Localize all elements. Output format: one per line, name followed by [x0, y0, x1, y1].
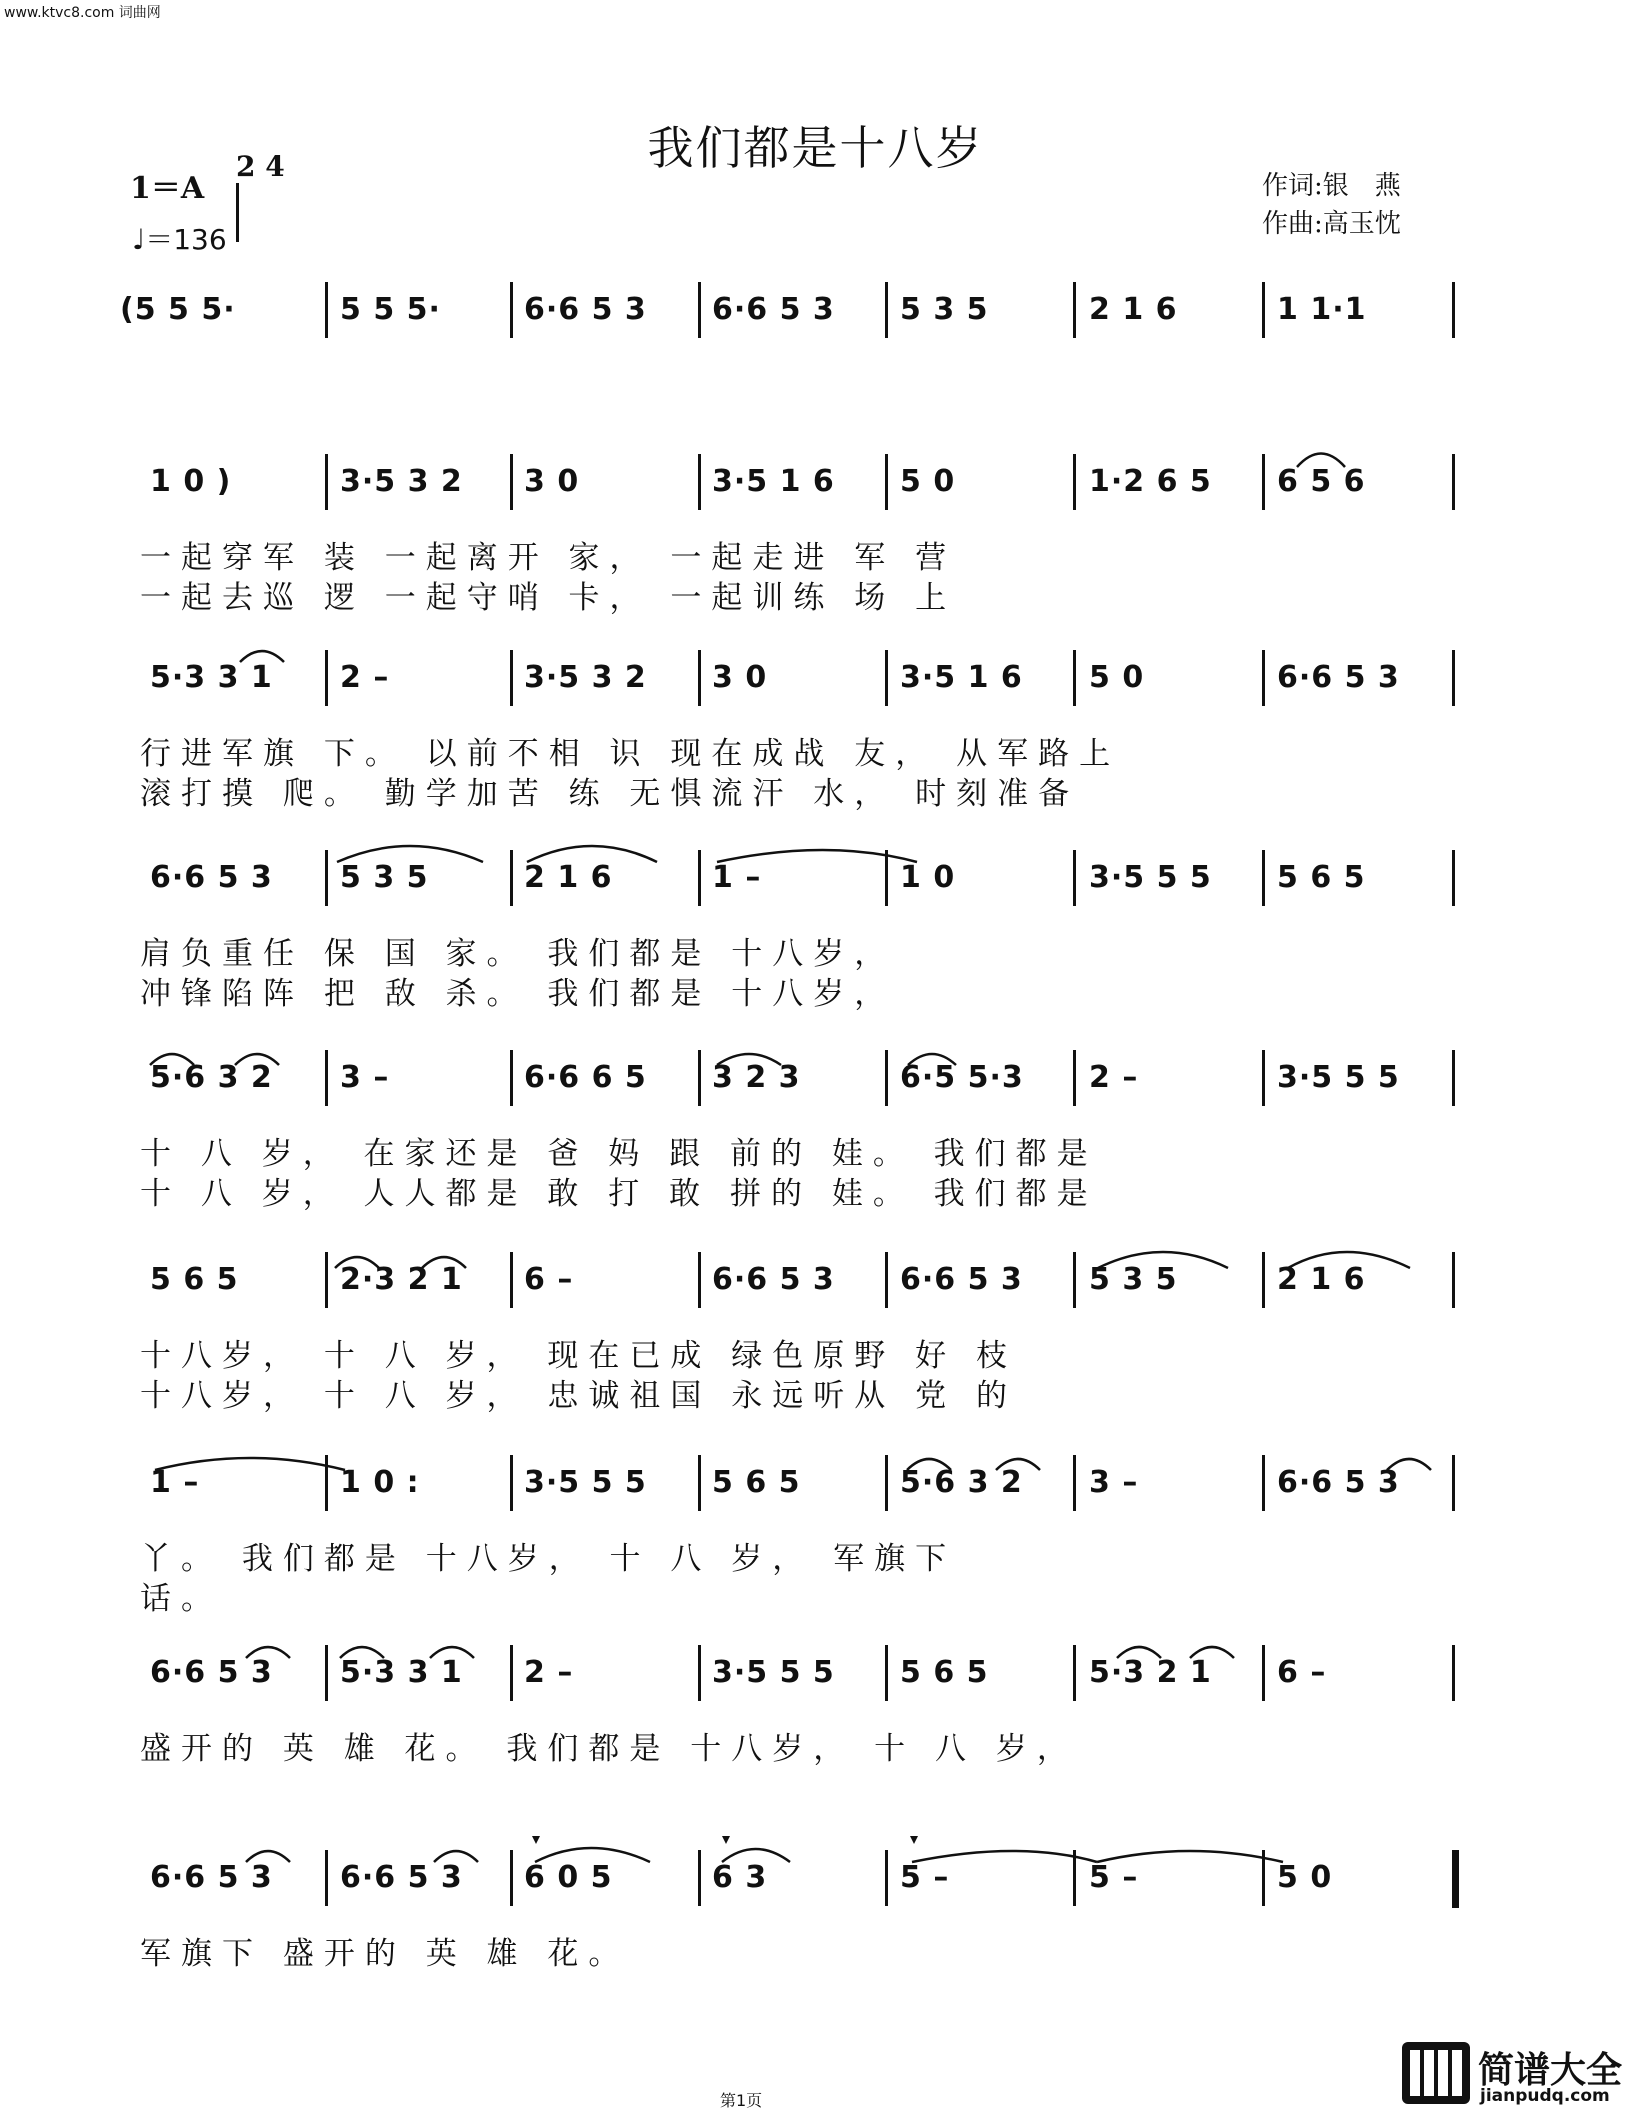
logo-url: jianpudq.com [1480, 2086, 1610, 2106]
lyric-line: 冲锋陷阵 把 敌 杀。 我们都是 十八岁， [140, 976, 896, 1012]
slur [722, 1849, 790, 1862]
slur [422, 1257, 466, 1268]
fermata [532, 1836, 540, 1844]
measure-notes: 5 0 [1089, 660, 1145, 695]
measure-notes: 3·5 3 2 [340, 464, 463, 499]
measure-notes: 1 0 : [340, 1465, 420, 1500]
measure-notes: 6·6 5 3 [1277, 660, 1400, 695]
slur [235, 1054, 279, 1065]
slur [907, 1459, 951, 1470]
measure-notes: 5 0 [900, 464, 956, 499]
lyric-line: 盛开的 英 雄 花。 我们都是 十八岁， 十 八 岁， [140, 1731, 1078, 1767]
lyric-line: 肩负重任 保 国 家。 我们都是 十八岁， [140, 936, 896, 972]
slur [335, 1257, 379, 1268]
slur [1190, 1647, 1234, 1658]
slur [912, 1851, 1097, 1862]
lyric-line: 行进军旗 下。 以前不相 识 现在成战 友， 从军路上 [140, 736, 1121, 772]
measure-notes: 6 – [524, 1262, 574, 1297]
measure-notes: 3 0 [712, 660, 768, 695]
composer: 作曲:高玉忱 [1262, 209, 1401, 239]
slur [240, 651, 284, 662]
measure-notes: 6·6 5 3 [150, 1655, 273, 1690]
slur [430, 1647, 474, 1658]
measure-notes: 6·6 5 3 [150, 860, 273, 895]
time-signature-top: 2 [236, 150, 256, 183]
measure-notes: 6·6 5 3 [150, 1860, 273, 1895]
slur-marks [150, 454, 1431, 1863]
measure-notes: 2 – [1089, 1060, 1139, 1095]
song-title: 我们都是十八岁 [647, 121, 984, 175]
slur [340, 1647, 384, 1658]
measure-notes: 2·3 2 1 [340, 1262, 463, 1297]
key-signature: 1＝A [130, 171, 205, 206]
measure-notes: 2 1 6 [524, 860, 613, 895]
measure-notes: 5 – [900, 1860, 950, 1895]
measure-notes: 1 – [712, 860, 762, 895]
measure-notes: 6 0 5 [524, 1860, 613, 1895]
slur [527, 846, 657, 862]
measure-notes: 5·3 2 1 [1089, 1655, 1212, 1690]
piano-keys-icon [1400, 2040, 1472, 2106]
slur [996, 1459, 1040, 1470]
measure-notes: 5·6 3 2 [150, 1060, 273, 1095]
slur [908, 1054, 956, 1065]
slur [150, 1054, 194, 1065]
slur [1297, 454, 1345, 468]
measure-notes: 6·6 5 3 [1277, 1465, 1400, 1500]
measure-notes: 3 – [340, 1060, 390, 1095]
measure-notes: 5 0 [1277, 1860, 1333, 1895]
lyric-line: 一起去巡 逻 一起守哨 卡， 一起训练 场 上 [140, 580, 957, 616]
measure-notes: 5 3 5 [1089, 1262, 1178, 1297]
measure-notes: 6 – [1277, 1655, 1327, 1690]
measure-notes: 1 – [150, 1465, 200, 1500]
slur [717, 850, 917, 862]
lyric-line: 十 八 岁， 在家还是 爸 妈 跟 前的 娃。 我们都是 [140, 1136, 1098, 1172]
lyric-line: 军旗下 盛开的 英 雄 花。 [140, 1936, 630, 1972]
measure-notes: 3·5 5 5 [1089, 860, 1212, 895]
slur [337, 846, 483, 862]
measure-notes: 3 0 [524, 464, 580, 499]
slur [1097, 1851, 1283, 1862]
measure-notes: 2 1 6 [1089, 292, 1178, 327]
measure-notes: 5 5 5· [340, 292, 441, 327]
source-url[interactable]: www.ktvc8.com 词曲网 [4, 5, 161, 21]
measure-notes: 5·6 3 2 [900, 1465, 1023, 1500]
measure-notes: 6·6 5 3 [340, 1860, 463, 1895]
lyric-line: 一起穿军 装 一起离开 家， 一起走进 军 营 [140, 540, 957, 576]
measure-notes: 5 6 5 [712, 1465, 801, 1500]
measure-notes: 5 6 5 [150, 1262, 239, 1297]
measure-notes: 1 1·1 [1277, 292, 1367, 327]
measure-notes: 1 0 [900, 860, 956, 895]
slur [246, 1647, 290, 1658]
lyric-line: 十八岁， 十 八 岁， 忠诚祖国 永远听从 党 的 [140, 1378, 1017, 1414]
fermata [722, 1836, 730, 1844]
measure-notes: 3·5 3 2 [524, 660, 647, 695]
measure-notes: 5 – [1089, 1860, 1139, 1895]
measure-notes: 6·5 5·3 [900, 1060, 1024, 1095]
measure-notes: 5·3 3 1 [150, 660, 273, 695]
lyric-line: 滚打摸 爬。 勤学加苦 练 无惧流汗 水， 时刻准备 [140, 776, 1080, 812]
tempo-value: ＝136 [145, 223, 227, 256]
measure-notes: 1·2 6 5 [1089, 464, 1212, 499]
measure-notes: 3 – [1089, 1465, 1139, 1500]
measure-notes: 6 3 [712, 1860, 768, 1895]
page-footer: 第1页 [720, 2091, 763, 2110]
measure-notes: (5 5 5· [120, 292, 236, 327]
slur [535, 1848, 650, 1862]
slur [1288, 1252, 1410, 1268]
measure-notes: 3·5 1 6 [712, 464, 835, 499]
time-signature-bottom: 4 [265, 150, 285, 183]
measure-notes: 3·5 1 6 [900, 660, 1023, 695]
measure-notes: 6·6 6 5 [524, 1060, 647, 1095]
measure-notes: 5 6 5 [1277, 860, 1366, 895]
measure-notes: 2 1 6 [1277, 1262, 1366, 1297]
measure-notes: 5 3 5 [340, 860, 429, 895]
slur [1117, 1647, 1161, 1658]
slur [246, 1851, 290, 1862]
measure-notes: 3·5 5 5 [1277, 1060, 1400, 1095]
measure-notes: 5·3 3 1 [340, 1655, 463, 1690]
slur [155, 1458, 345, 1470]
fermata [910, 1836, 918, 1844]
measure-notes: 5 6 5 [900, 1655, 989, 1690]
slur [1098, 1252, 1228, 1268]
lyric-line: 十八岁， 十 八 岁， 现在已成 绿色原野 好 枝 [140, 1338, 1017, 1374]
slur [434, 1851, 478, 1862]
lyric-line: 丫。 我们都是 十八岁， 十 八 岁， 军旗下 [140, 1541, 957, 1577]
measure-notes: 6·6 5 3 [900, 1262, 1023, 1297]
measure-notes: 1 0 ) [150, 464, 232, 499]
measure-notes: 6·6 5 3 [712, 292, 835, 327]
measure-notes: 2 – [340, 660, 390, 695]
measure-notes: 6·6 5 3 [712, 1262, 835, 1297]
lyricist: 作词:银 燕 [1262, 171, 1401, 201]
lyric-line: 话。 [140, 1581, 222, 1617]
quarter-note-icon: ♩ [132, 223, 146, 256]
measure-notes: 6·6 5 3 [524, 292, 647, 327]
slur [717, 1054, 781, 1065]
lyric-line: 十 八 岁， 人人都是 敢 打 敢 拼的 娃。 我们都是 [140, 1176, 1098, 1212]
site-logo[interactable] [1400, 2040, 1628, 2108]
logo-title: 简谱大全 [1478, 2050, 1623, 2091]
measure-notes: 6 5 6 [1277, 464, 1366, 499]
slur [1387, 1459, 1431, 1470]
fermata-marks [532, 1836, 918, 1844]
measure-notes: 2 – [524, 1655, 574, 1690]
measure-notes: 5 3 5 [900, 292, 989, 327]
measure-notes: 3·5 5 5 [524, 1465, 647, 1500]
measure-notes: 3·5 5 5 [712, 1655, 835, 1690]
measure-notes: 3 2 3 [712, 1060, 801, 1095]
